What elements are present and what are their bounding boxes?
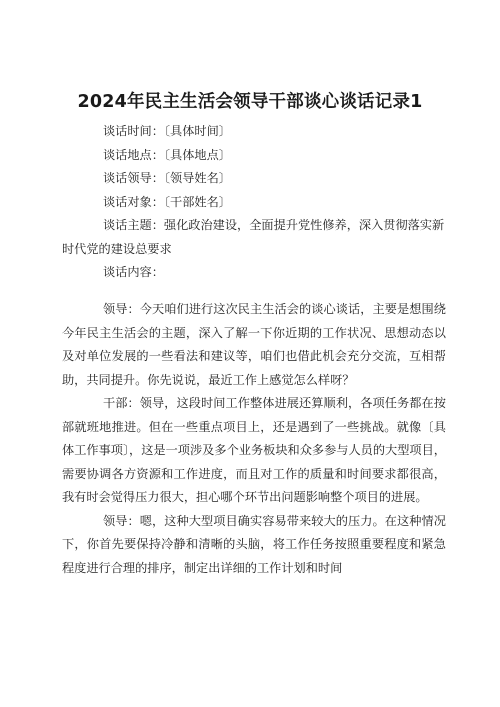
- talk-content: [62, 298, 446, 580]
- paragraph-cadre-1: 干部：领导，这段时间工作整体进展还算顺利，各项任务都在按部就班地推进。但在一些重点项目上，还是遇到了一些挑战。就像〔具体工作事项〕，这是一项涉及多个业务板块和众多参与人员的大型项目，需要协调各方资源和工作进度，而且对工作的质量和时间要求都很高，我有时会觉得压力很大，担心哪个环节出问题影响整个项目的进展。: [62, 396, 446, 504]
- talk-leader: 谈话领导：〔领导姓名〕: [103, 171, 231, 185]
- talk-content-label: 谈话内容：: [103, 265, 164, 279]
- talk-target: 谈话对象：〔干部姓名〕: [103, 194, 231, 209]
- paragraph-leader-2: 领导：嗯，这种大型项目确实容易带来较大的压力。在这种情况下，你首先要保持冷静和清晰的头脑，将工作任务按照重要程度和紧急程度进行合理的排序，制定出详细的工作计划和时间: [62, 513, 446, 575]
- talk-place: 谈话地点：〔具体地点〕: [103, 147, 231, 162]
- paragraph-leader-1: 领导：今天咱们进行这次民主生活会的谈心谈话，主要是想围绕今年民主生活会的主题，深入了解一下你近期的工作状况、思想动态以及对单位发展的一些看法和建议等，咱们也借此机会充分交流，互相帮助，共同提升。你先说说，最近工作上感觉怎么样呀？: [62, 302, 446, 387]
- talk-time: 谈话时间：〔具体时间〕: [103, 124, 231, 138]
- talk-theme: 谈话主题：强化政治建设，全面提升党性修养，深入贯彻落实新时代党的建设总要求: [62, 218, 445, 256]
- document-title: 2024年民主生活会领导干部谈心谈话记录1: [77, 92, 423, 112]
- meeting-info: [62, 120, 446, 285]
